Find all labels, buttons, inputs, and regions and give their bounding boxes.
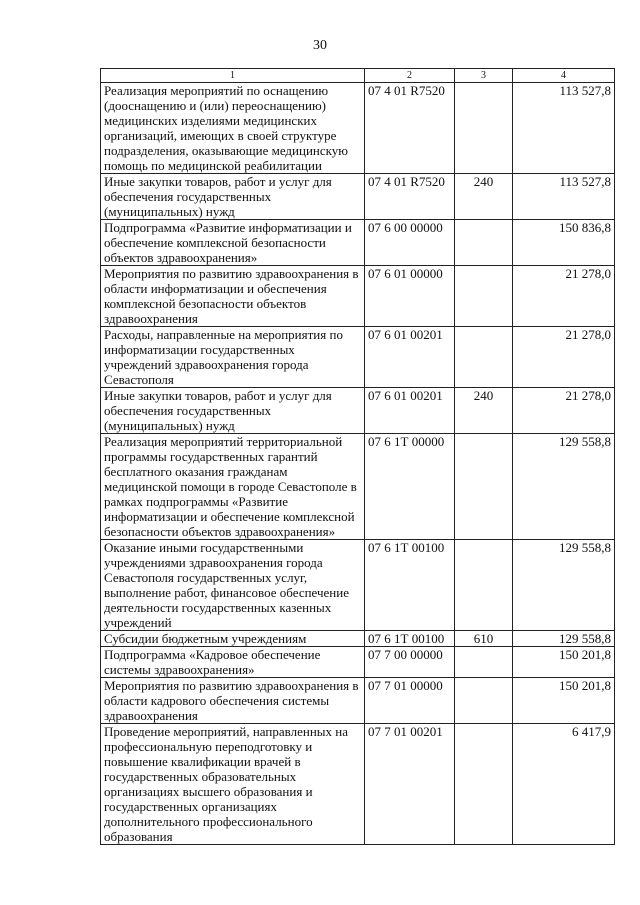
table-row bbox=[101, 174, 615, 220]
row-code: 07 7 01 00201 bbox=[365, 724, 455, 845]
budget-table bbox=[100, 68, 615, 845]
row-amount: 21 278,0 bbox=[513, 266, 615, 327]
row-code: 07 6 1Т 00100 bbox=[365, 631, 455, 647]
table-row bbox=[101, 631, 615, 647]
row-name: Расходы, направленные на мероприятия по информатизации государственных учреждений здравоохранения города Севастополя bbox=[101, 327, 365, 388]
row-code: 07 7 00 00000 bbox=[365, 647, 455, 678]
table-row bbox=[101, 540, 615, 631]
row-expense-type bbox=[455, 647, 513, 678]
row-amount: 21 278,0 bbox=[513, 327, 615, 388]
table-row bbox=[101, 678, 615, 724]
page-number: 30 bbox=[313, 38, 327, 53]
row-name: Иные закупки товаров, работ и услуг для обеспечения государственных (муниципальных) нужд bbox=[101, 388, 365, 434]
table-row bbox=[101, 647, 615, 678]
row-expense-type: 240 bbox=[455, 388, 513, 434]
row-code: 07 6 01 00201 bbox=[365, 388, 455, 434]
row-expense-type bbox=[455, 540, 513, 631]
row-name: Реализация мероприятий по оснащению (дооснащению и (или) переоснащению) медицинских изделиями медицинских организаций, имеющих в своей структуре подразделения, оказывающие медицинскую помощь по медицинской реабилитации bbox=[101, 83, 365, 174]
table-row bbox=[101, 83, 615, 174]
row-amount: 129 558,8 bbox=[513, 540, 615, 631]
row-amount: 113 527,8 bbox=[513, 174, 615, 220]
table-row bbox=[101, 327, 615, 388]
row-code: 07 6 1Т 00000 bbox=[365, 434, 455, 540]
row-name: Мероприятия по развитию здравоохранения в области кадрового обеспечения системы здравоохранения bbox=[101, 678, 365, 724]
table-row bbox=[101, 220, 615, 266]
row-expense-type: 240 bbox=[455, 174, 513, 220]
header-col-1: 1 bbox=[101, 69, 365, 83]
row-amount: 150 201,8 bbox=[513, 678, 615, 724]
row-name: Оказание иными государственными учреждениями здравоохранения города Севастополя государственных услуг, выполнение работ, финансовое обеспечение деятельности государственных казенных учреждений bbox=[101, 540, 365, 631]
row-amount: 21 278,0 bbox=[513, 388, 615, 434]
row-name: Субсидии бюджетным учреждениям bbox=[101, 631, 365, 647]
row-amount: 150 201,8 bbox=[513, 647, 615, 678]
row-name: Иные закупки товаров, работ и услуг для обеспечения государственных (муниципальных) нужд bbox=[101, 174, 365, 220]
row-name: Мероприятия по развитию здравоохранения в области информатизации и обеспечения комплексной безопасности объектов здравоохранения bbox=[101, 266, 365, 327]
header-col-4: 4 bbox=[513, 69, 615, 83]
row-code: 07 6 01 00000 bbox=[365, 266, 455, 327]
row-code: 07 4 01 R7520 bbox=[365, 83, 455, 174]
header-col-2: 2 bbox=[365, 69, 455, 83]
row-expense-type bbox=[455, 266, 513, 327]
table-row bbox=[101, 266, 615, 327]
row-expense-type bbox=[455, 434, 513, 540]
row-amount: 129 558,8 bbox=[513, 434, 615, 540]
row-name: Подпрограмма «Развитие информатизации и обеспечение комплексной безопасности объектов здравоохранения» bbox=[101, 220, 365, 266]
table-row bbox=[101, 388, 615, 434]
row-code: 07 7 01 00000 bbox=[365, 678, 455, 724]
row-amount: 129 558,8 bbox=[513, 631, 615, 647]
row-expense-type bbox=[455, 327, 513, 388]
row-code: 07 6 01 00201 bbox=[365, 327, 455, 388]
row-name: Подпрограмма «Кадровое обеспечение системы здравоохранения» bbox=[101, 647, 365, 678]
row-expense-type: 610 bbox=[455, 631, 513, 647]
row-code: 07 6 1Т 00100 bbox=[365, 540, 455, 631]
row-amount: 150 836,8 bbox=[513, 220, 615, 266]
row-expense-type bbox=[455, 83, 513, 174]
row-amount: 113 527,8 bbox=[513, 83, 615, 174]
header-col-3: 3 bbox=[455, 69, 513, 83]
row-name: Проведение мероприятий, направленных на профессиональную переподготовку и повышение квалификации врачей в государственных образовательных организациях высшего образования и государственных организациях дополнительного профессионального образования bbox=[101, 724, 365, 845]
row-expense-type bbox=[455, 220, 513, 266]
row-code: 07 4 01 R7520 bbox=[365, 174, 455, 220]
table-header-row bbox=[101, 69, 615, 83]
row-expense-type bbox=[455, 678, 513, 724]
row-code: 07 6 00 00000 bbox=[365, 220, 455, 266]
row-name: Реализация мероприятий территориальной программы государственных гарантий бесплатного оказания гражданам медицинской помощи в городе Севастополе в рамках подпрограммы «Развитие информатизации и обеспечение комплексной безопасности объектов здравоохранения» bbox=[101, 434, 365, 540]
table-row bbox=[101, 434, 615, 540]
row-expense-type bbox=[455, 724, 513, 845]
row-amount: 6 417,9 bbox=[513, 724, 615, 845]
table-row bbox=[101, 724, 615, 845]
